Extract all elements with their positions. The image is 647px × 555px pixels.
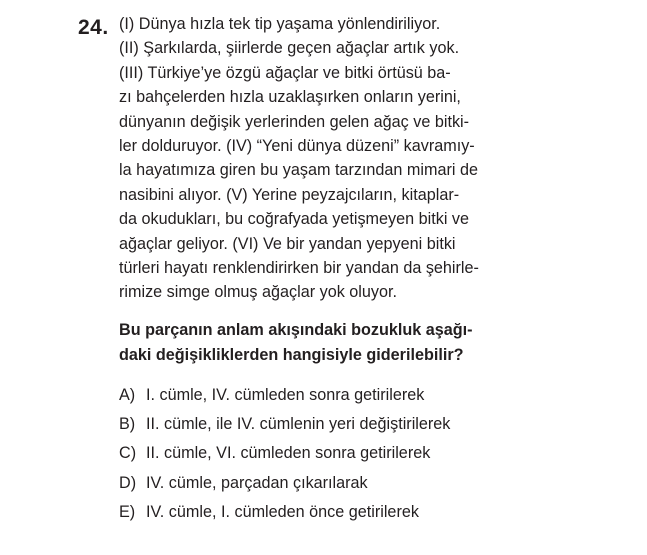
passage (119, 12, 599, 305)
question-prompt (119, 318, 599, 368)
answer-options (119, 381, 599, 528)
option-c[interactable] (119, 439, 599, 468)
option-text: II. cümle, VI. cümleden sonra getirilerek (146, 444, 431, 463)
passage-line: ağaçlar geliyor. (VI) Ve bir yandan yepyeni bitki (119, 234, 456, 253)
passage-line: la hayatımıza giren bu yaşam tarzından mimari de (119, 161, 478, 180)
passage-line: (I) Dünya hızla tek tip yaşama yönlendiriliyor. (119, 15, 441, 33)
prompt-line: Bu parçanın anlam akışındaki bozukluk aşağı- (119, 320, 473, 339)
passage-line: türleri hayatı renklendirirken bir yandan da şehirle- (119, 258, 479, 277)
question-number: 24. (78, 16, 109, 39)
question-body (119, 12, 599, 528)
passage-line: (III) Türkiye’ye özgü ağaçlar ve bitki örtüsü ba- (119, 63, 451, 82)
passage-line: rimize simge olmuş ağaçlar yok oluyor. (119, 283, 397, 302)
passage-line: dünyanın değişik yerlerinden gelen ağaç ve bitki- (119, 112, 470, 131)
passage-line: nasibini alıyor. (V) Yerine peyzajcıların, kitaplar- (119, 185, 460, 204)
option-letter: A) (119, 385, 136, 404)
option-e[interactable] (119, 498, 599, 527)
option-letter: B) (119, 415, 136, 434)
option-text: IV. cümle, parçadan çıkarılarak (146, 473, 368, 492)
option-text: I. cümle, IV. cümleden sonra getirilerek (146, 385, 425, 404)
option-d[interactable] (119, 469, 599, 498)
option-letter: E) (119, 503, 136, 522)
passage-line: (II) Şarkılarda, şiirlerde geçen ağaçlar artık yok. (119, 39, 460, 58)
passage-line: ler dolduruyor. (IV) “Yeni dünya düzeni” kavramıy- (119, 136, 475, 155)
option-text: II. cümle, ile IV. cümlenin yeri değiştirilerek (146, 415, 451, 434)
option-letter: D) (119, 473, 137, 492)
passage-line: zı bahçelerden hızla uzaklaşırken onların yerini, (119, 88, 461, 107)
passage-line: da okudukları, bu coğrafyada yetişmeyen bitki ve (119, 210, 470, 229)
option-a[interactable] (119, 381, 599, 410)
option-text: IV. cümle, I. cümleden önce getirilerek (146, 503, 419, 522)
option-b[interactable] (119, 410, 599, 439)
option-letter: C) (119, 444, 137, 463)
prompt-line: daki değişikliklerden hangisiyle giderilebilir? (119, 345, 464, 364)
